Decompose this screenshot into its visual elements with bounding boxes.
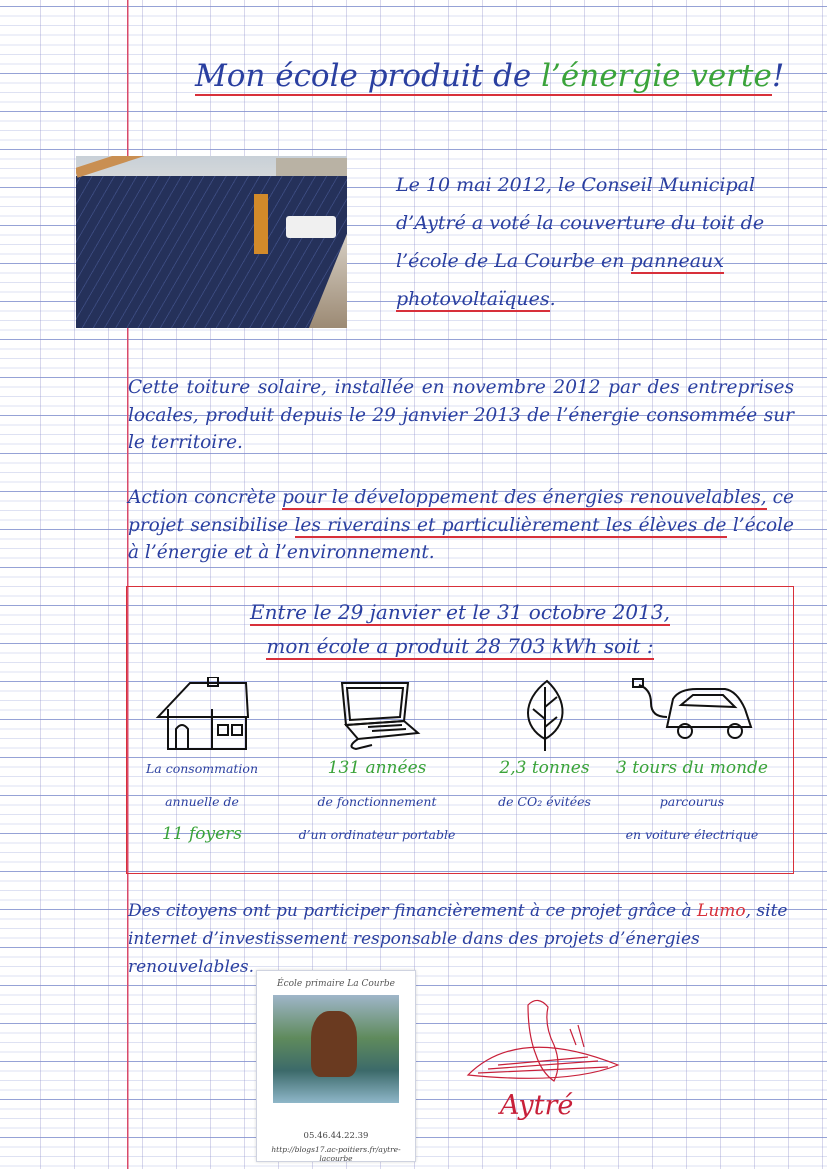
lumo-link: Lumo (697, 901, 746, 921)
aytre-logo (458, 985, 628, 1145)
paragraph-solar-roof: Cette toiture solaire, installée en novembre 2012 par des entreprises locales, produit depuis le 29 janvier 2013 de l’énergie consommée sur le territoire. (128, 377, 794, 453)
production-box (126, 586, 794, 874)
aytre-logo-text: Aytré (500, 1090, 574, 1121)
school-card-image (273, 995, 399, 1103)
card-url: http://blogs17.ac-poitiers.fr/aytre-lacourbe (271, 1145, 401, 1163)
stat-co2: 2,3 tonnes de CO₂ évitées (477, 677, 612, 818)
electric-car-icon (627, 677, 757, 752)
school-card (256, 970, 416, 1162)
stat-laptop: 131 années de fonctionnement d’un ordinateur portable (292, 677, 462, 851)
outro-paragraph: Des citoyens ont pu participer financièrement à ce projet grâce à Lumo, site internet d’investissement responsable dans des projets d’énergies renouvelables. (128, 901, 788, 977)
card-phone: 05.46.44.22.39 (303, 1131, 369, 1141)
laptop-icon (332, 677, 422, 752)
production-headline: Entre le 29 janvier et le 31 octobre 2013, mon école a produit 28 703 kWh soit : (250, 600, 670, 658)
house-icon (152, 677, 252, 752)
intro-highlight: panneaux photovoltaïques (396, 250, 724, 310)
school-roof-photo (76, 156, 347, 328)
page-title: Mon école produit de l’énergie verte! (195, 58, 785, 94)
leaf-icon (515, 677, 575, 752)
stat-electric-car: 3 tours du monde parcourus en voiture électrique (602, 677, 782, 851)
card-title: École primaire La Courbe (277, 979, 395, 989)
intro-paragraph: Le 10 mai 2012, le Conseil Municipal d’Aytré a voté la couverture du toit de l’école de La Courbe en panneaux photovoltaïques. (396, 174, 765, 310)
paragraph-action: Action concrète pour le développement des énergies renouvelables, ce projet sensibilise les riverains et particulièrement les élèves de l’école à l’énergie et à l’environnement. (128, 487, 795, 563)
stat-households: La consommation annuelle de 11 foyers (127, 677, 277, 851)
